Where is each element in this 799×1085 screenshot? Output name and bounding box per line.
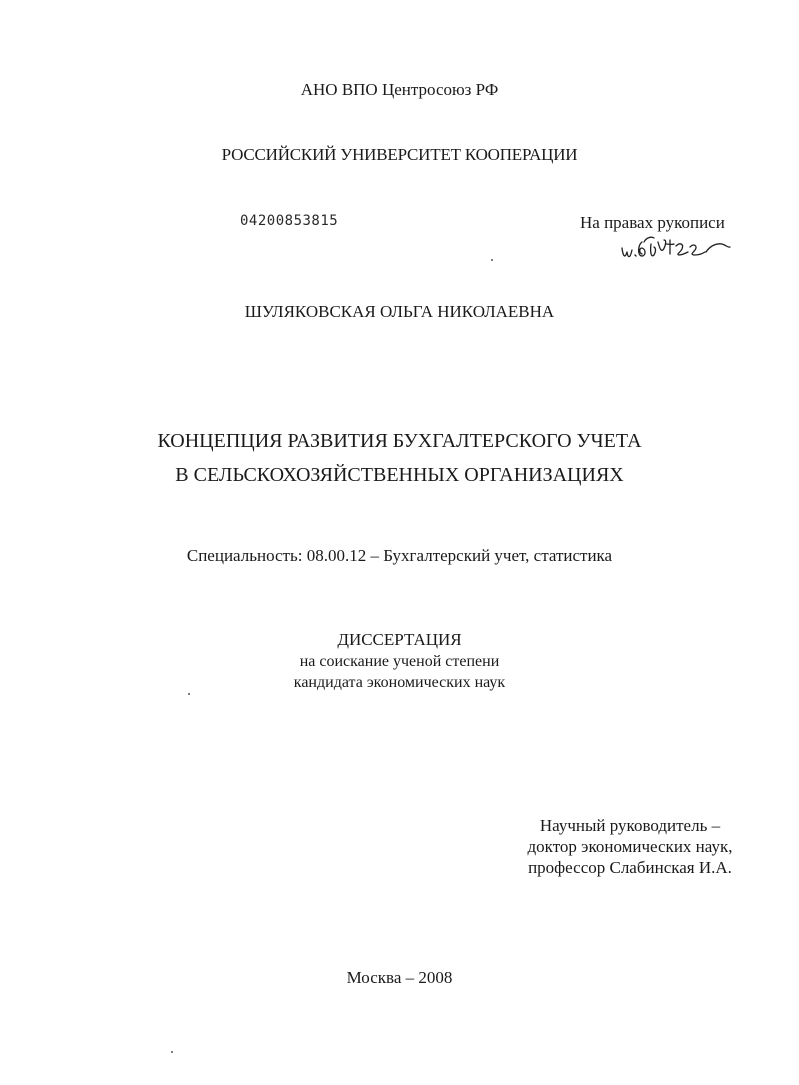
scan-speck: [188, 693, 190, 695]
specialty-line: Специальность: 08.00.12 – Бухгалтерский учет, статистика: [186, 546, 613, 565]
rights-note: На правах рукописи: [580, 213, 725, 232]
scan-speck: [491, 259, 493, 261]
thesis-title-line-2: В СЕЛЬСКОХОЗЯЙСТВЕННЫХ ОРГАНИЗАЦИЯХ: [175, 464, 624, 486]
city-and-year: Москва – 2008: [346, 968, 453, 987]
degree-line-2: кандидата экономических наук: [293, 674, 506, 691]
catalog-number: 04200853815: [240, 213, 339, 229]
thesis-title-line-1: КОНЦЕПЦИЯ РАЗВИТИЯ БУХГАЛТЕРСКОГО УЧЕТА: [157, 430, 642, 452]
supervisor-degree: доктор экономических наук,: [527, 837, 733, 856]
organization-name: АНО ВПО Центросоюз РФ: [300, 80, 499, 99]
degree-line-1: на соискание ученой степени: [299, 653, 500, 670]
supervisor-name: профессор Слабинская И.А.: [528, 858, 732, 877]
scan-speck: [171, 1051, 173, 1053]
handwritten-signature-mark: [618, 232, 733, 268]
author-name: ШУЛЯКОВСКАЯ ОЛЬГА НИКОЛАЕВНА: [244, 302, 555, 321]
supervisor-block: [480, 815, 780, 878]
document-type: ДИССЕРТАЦИЯ: [337, 630, 462, 649]
supervisor-role: Научный руководитель –: [539, 816, 721, 835]
university-name: РОССИЙСКИЙ УНИВЕРСИТЕТ КООПЕРАЦИИ: [221, 145, 578, 164]
